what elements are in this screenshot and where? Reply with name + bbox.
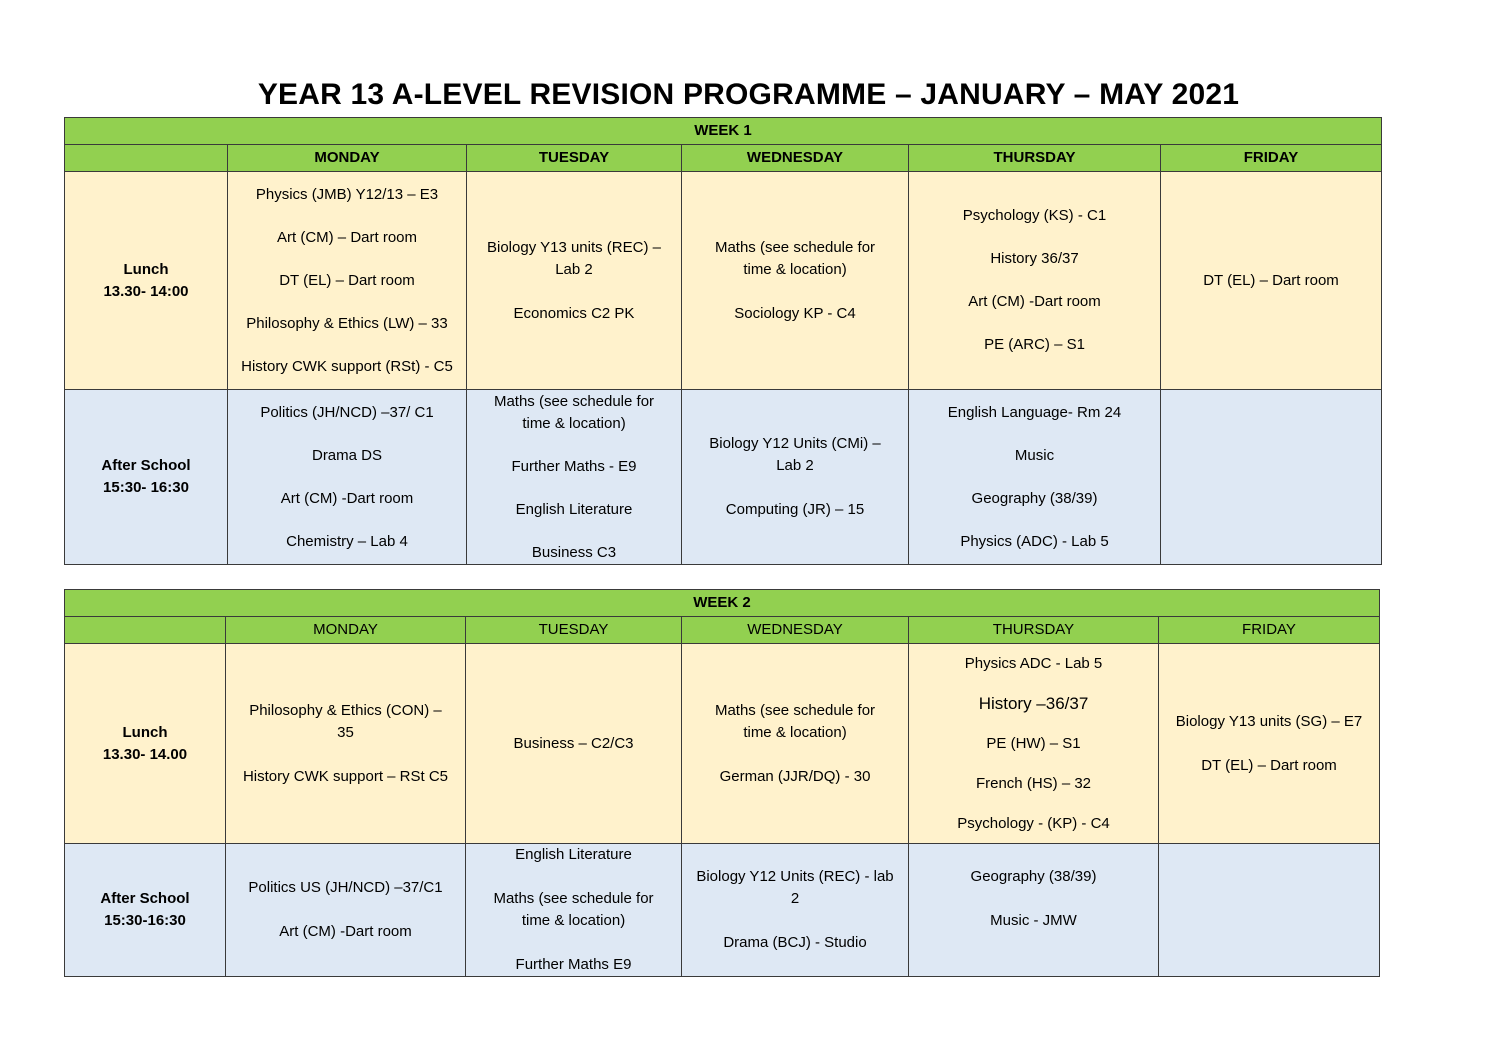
after-school-row [65, 844, 1380, 977]
cell-monday [226, 644, 466, 844]
session-item: Music - JMW [990, 912, 1077, 929]
session-item: Politics US (JH/NCD) –37/C1 [248, 879, 443, 896]
slot-label-after-school [65, 844, 226, 977]
session-item: DT (EL) – Dart room [1203, 271, 1339, 289]
session-item: Physics ADC - Lab 5 [964, 654, 1103, 672]
session-item: History CWK support (RSt) - C5 [241, 357, 453, 375]
session-item: Sociology KP - C4 [734, 304, 856, 322]
cell-friday [1159, 844, 1380, 977]
slot-name: Lunch [123, 260, 169, 278]
session-item: PE (ARC) – S1 [984, 336, 1085, 353]
session-item: Music [1014, 446, 1055, 464]
session-item: English Literature [515, 846, 632, 863]
cell-tuesday [466, 844, 682, 977]
session-item: Politics (JH/NCD) –37/ C1 [260, 403, 434, 421]
day-header-thursday: THURSDAY [909, 145, 1161, 172]
slot-name: After School [100, 890, 190, 907]
day-header-monday: MONDAY [226, 617, 466, 644]
session-item: Drama DS [311, 446, 382, 464]
session-item: Art (CM) -Dart room [280, 489, 414, 507]
slot-time: 13.30- 14:00 [103, 282, 189, 300]
session-item: Economics C2 PK [513, 304, 635, 322]
cell-tuesday [466, 644, 682, 844]
page-title: YEAR 13 A-LEVEL REVISION PROGRAMME – JANUARY – MAY 2021 [257, 78, 1240, 111]
session-item: History –36/37 [978, 693, 1089, 713]
session-item: Biology Y12 Units (CMi) – Lab 2 [709, 435, 881, 474]
session-item: Business – C2/C3 [513, 734, 634, 752]
day-header-thursday: THURSDAY [909, 617, 1159, 644]
slot-time: 15:30- 16:30 [103, 479, 189, 496]
session-item: Business C3 [531, 543, 617, 561]
session-item: History CWK support – RSt C5 [242, 767, 449, 785]
session-item: French (HS) – 32 [975, 774, 1092, 792]
session-item: DT (EL) – Dart room [279, 271, 415, 289]
slot-label-after-school [65, 390, 228, 565]
day-header-friday: FRIDAY [1161, 145, 1382, 172]
day-header-monday: MONDAY [228, 145, 467, 172]
session-item: Philosophy & Ethics (LW) – 33 [246, 314, 448, 332]
session-item: Maths (see schedule for time & location) [714, 238, 876, 278]
session-item: German (JJR/DQ) - 30 [719, 767, 871, 785]
slot-label-lunch [65, 644, 226, 844]
session-item: Psychology - (KP) - C4 [957, 814, 1110, 832]
day-header-tuesday: TUESDAY [466, 617, 682, 644]
session-item: Biology Y13 units (REC) – Lab 2 [487, 238, 661, 278]
week-label: WEEK 2 [65, 590, 1380, 617]
slot-time: 13.30- 14.00 [102, 745, 188, 763]
cell-thursday [909, 390, 1161, 565]
cell-thursday [909, 644, 1159, 844]
week-2-timetable [64, 589, 1380, 977]
session-item: Maths (see schedule for time & location) [493, 392, 655, 432]
session-item: Psychology (KS) - C1 [962, 207, 1107, 224]
session-item: History 36/37 [990, 250, 1079, 267]
lunch-row [65, 644, 1380, 844]
cell-wednesday [682, 172, 909, 390]
session-item: Computing (JR) – 15 [725, 501, 865, 518]
session-item: Physics (ADC) - Lab 5 [960, 532, 1109, 550]
week-1-timetable [64, 117, 1382, 565]
session-item: Drama (BCJ) - Studio [723, 934, 867, 951]
cell-monday [226, 844, 466, 977]
slot-label-lunch [65, 172, 228, 390]
after-school-row [65, 390, 1382, 565]
slot-name: After School [101, 457, 191, 474]
day-header-wednesday: WEDNESDAY [682, 617, 909, 644]
session-item: Geography (38/39) [970, 868, 1097, 885]
slot-name: Lunch [122, 723, 168, 741]
session-item: Biology Y12 Units (REC) - lab 2 [696, 868, 894, 907]
cell-wednesday [682, 390, 909, 565]
cell-wednesday [682, 644, 909, 844]
cell-wednesday [682, 844, 909, 977]
cell-friday [1161, 172, 1382, 390]
slot-time: 15:30-16:30 [104, 912, 186, 929]
session-item: Physics (JMB) Y12/13 – E3 [255, 185, 439, 203]
day-header-friday: FRIDAY [1159, 617, 1380, 644]
corner-cell [65, 145, 228, 172]
session-item: Philosophy & Ethics (CON) – 35 [249, 701, 442, 741]
session-item: Maths (see schedule for time & location) [714, 701, 876, 741]
session-item: DT (EL) – Dart room [1201, 756, 1337, 774]
cell-tuesday [467, 172, 682, 390]
session-item: PE (HW) – S1 [986, 734, 1081, 752]
session-item: Art (CM) – Dart room [276, 228, 417, 246]
cell-monday [228, 172, 467, 390]
corner-cell [65, 617, 226, 644]
session-item: English Literature [515, 500, 633, 518]
cell-monday [228, 390, 467, 565]
week-label: WEEK 1 [65, 118, 1382, 145]
session-item: Further Maths E9 [515, 956, 632, 973]
day-header-tuesday: TUESDAY [467, 145, 682, 172]
session-item: Art (CM) -Dart room [279, 923, 412, 940]
cell-thursday [909, 844, 1159, 977]
session-item: Chemistry – Lab 4 [286, 532, 408, 550]
cell-friday [1161, 390, 1382, 565]
cell-friday [1159, 644, 1380, 844]
session-item: Maths (see schedule for time & location) [493, 890, 654, 929]
session-item: English Language- Rm 24 [947, 403, 1122, 421]
session-item: Biology Y13 units (SG) – E7 [1175, 712, 1363, 730]
day-header-wednesday: WEDNESDAY [682, 145, 909, 172]
cell-tuesday [467, 390, 682, 565]
session-item: Geography (38/39) [971, 489, 1098, 507]
session-item: Art (CM) -Dart room [968, 293, 1101, 310]
cell-thursday [909, 172, 1161, 390]
session-item: Further Maths - E9 [511, 457, 637, 475]
lunch-row [65, 172, 1382, 390]
